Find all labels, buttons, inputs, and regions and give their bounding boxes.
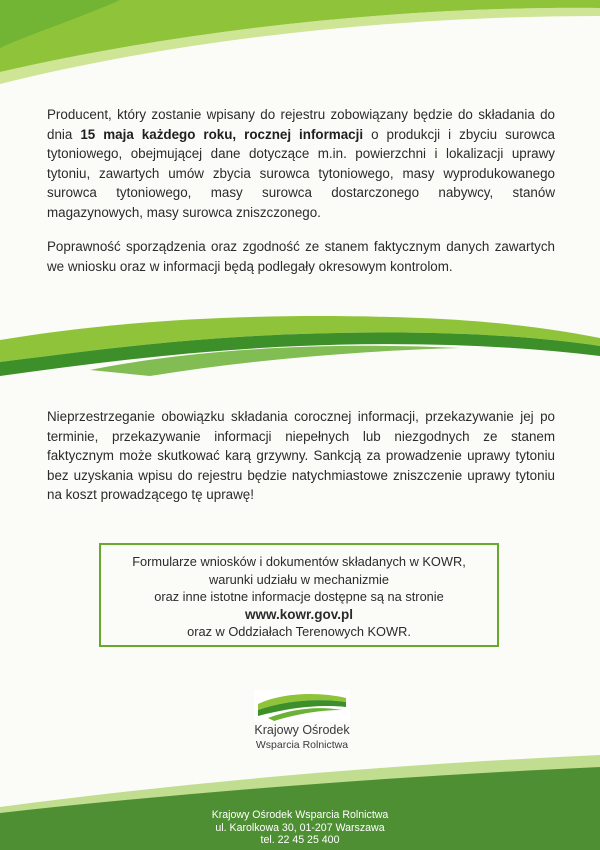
top-green-swoosh: [0, 0, 600, 95]
annual-information-paragraph: [47, 105, 555, 222]
annual-info-deadline: 15 maja każdego roku, rocznej informacji: [80, 126, 364, 142]
middle-green-swoosh: [0, 300, 600, 380]
annual-info-text-a: Producent, który zostanie wpisany do rejestru zobowiązany będzie do składania do dnia: [47, 107, 555, 142]
footer-organization: Krajowy Ośrodek Wsparcia Rolnictwa: [211, 809, 389, 821]
footer-phone: tel. 22 45 25 400: [260, 834, 340, 846]
logo-text-line2: Wsparcia Rolnictwa: [255, 739, 349, 751]
controls-paragraph: Poprawność sporządzenia oraz zgodność ze stanem faktycznym danych zawartych we wniosku oraz w informacji będą podlegały okresowym kontrolom.: [47, 239, 555, 274]
info-box: [99, 543, 499, 647]
sanctions-paragraph: Nieprzestrzeganie obowiązku składania corocznej informacji, przekazywanie jej po terminie, przekazywanie informacji niepełnych lub niezgodnych ze stanem faktycznym może skutkować karą grzywny. Sankcją za prowadzenie uprawy tytoniu bez uzyskania wpisu do rejestru będzie natychmiastowe zniszczenie uprawy tytoniu na koszt prowadzącego tę uprawę!: [47, 409, 555, 502]
kowr-logo: [237, 690, 367, 760]
footer-contact: [0, 809, 600, 847]
info-line-available: oraz inne istotne informacje dostępne są na stronie: [154, 589, 444, 604]
info-line-forms: Formularze wniosków i dokumentów składanych w KOWR,: [132, 554, 466, 569]
info-line-branches: oraz w Oddziałach Terenowych KOWR.: [187, 624, 411, 639]
kowr-website-link[interactable]: www.kowr.gov.pl: [244, 606, 353, 622]
kowr-logo-mark-icon: [254, 690, 350, 722]
annual-info-text-b: o produkcji i zbyciu surowca tytoniowego, obejmującej dane dotyczące m.in. powierzchni i lokalizacji uprawy tytoniu, zawartych umów zbycia surowca tytoniowego, masy wyprodukowanego surowca tytoniowego, masy surowca dostarczonego nabywcy, stanów magazynowych, masy surowca zniszczonego.: [47, 126, 555, 220]
logo-text-line1: Krajowy Ośrodek: [254, 723, 350, 737]
info-line-conditions: warunki udziału w mechanizmie: [209, 571, 389, 587]
footer-address: ul. Karolkowa 30, 01-207 Warszawa: [215, 821, 385, 834]
